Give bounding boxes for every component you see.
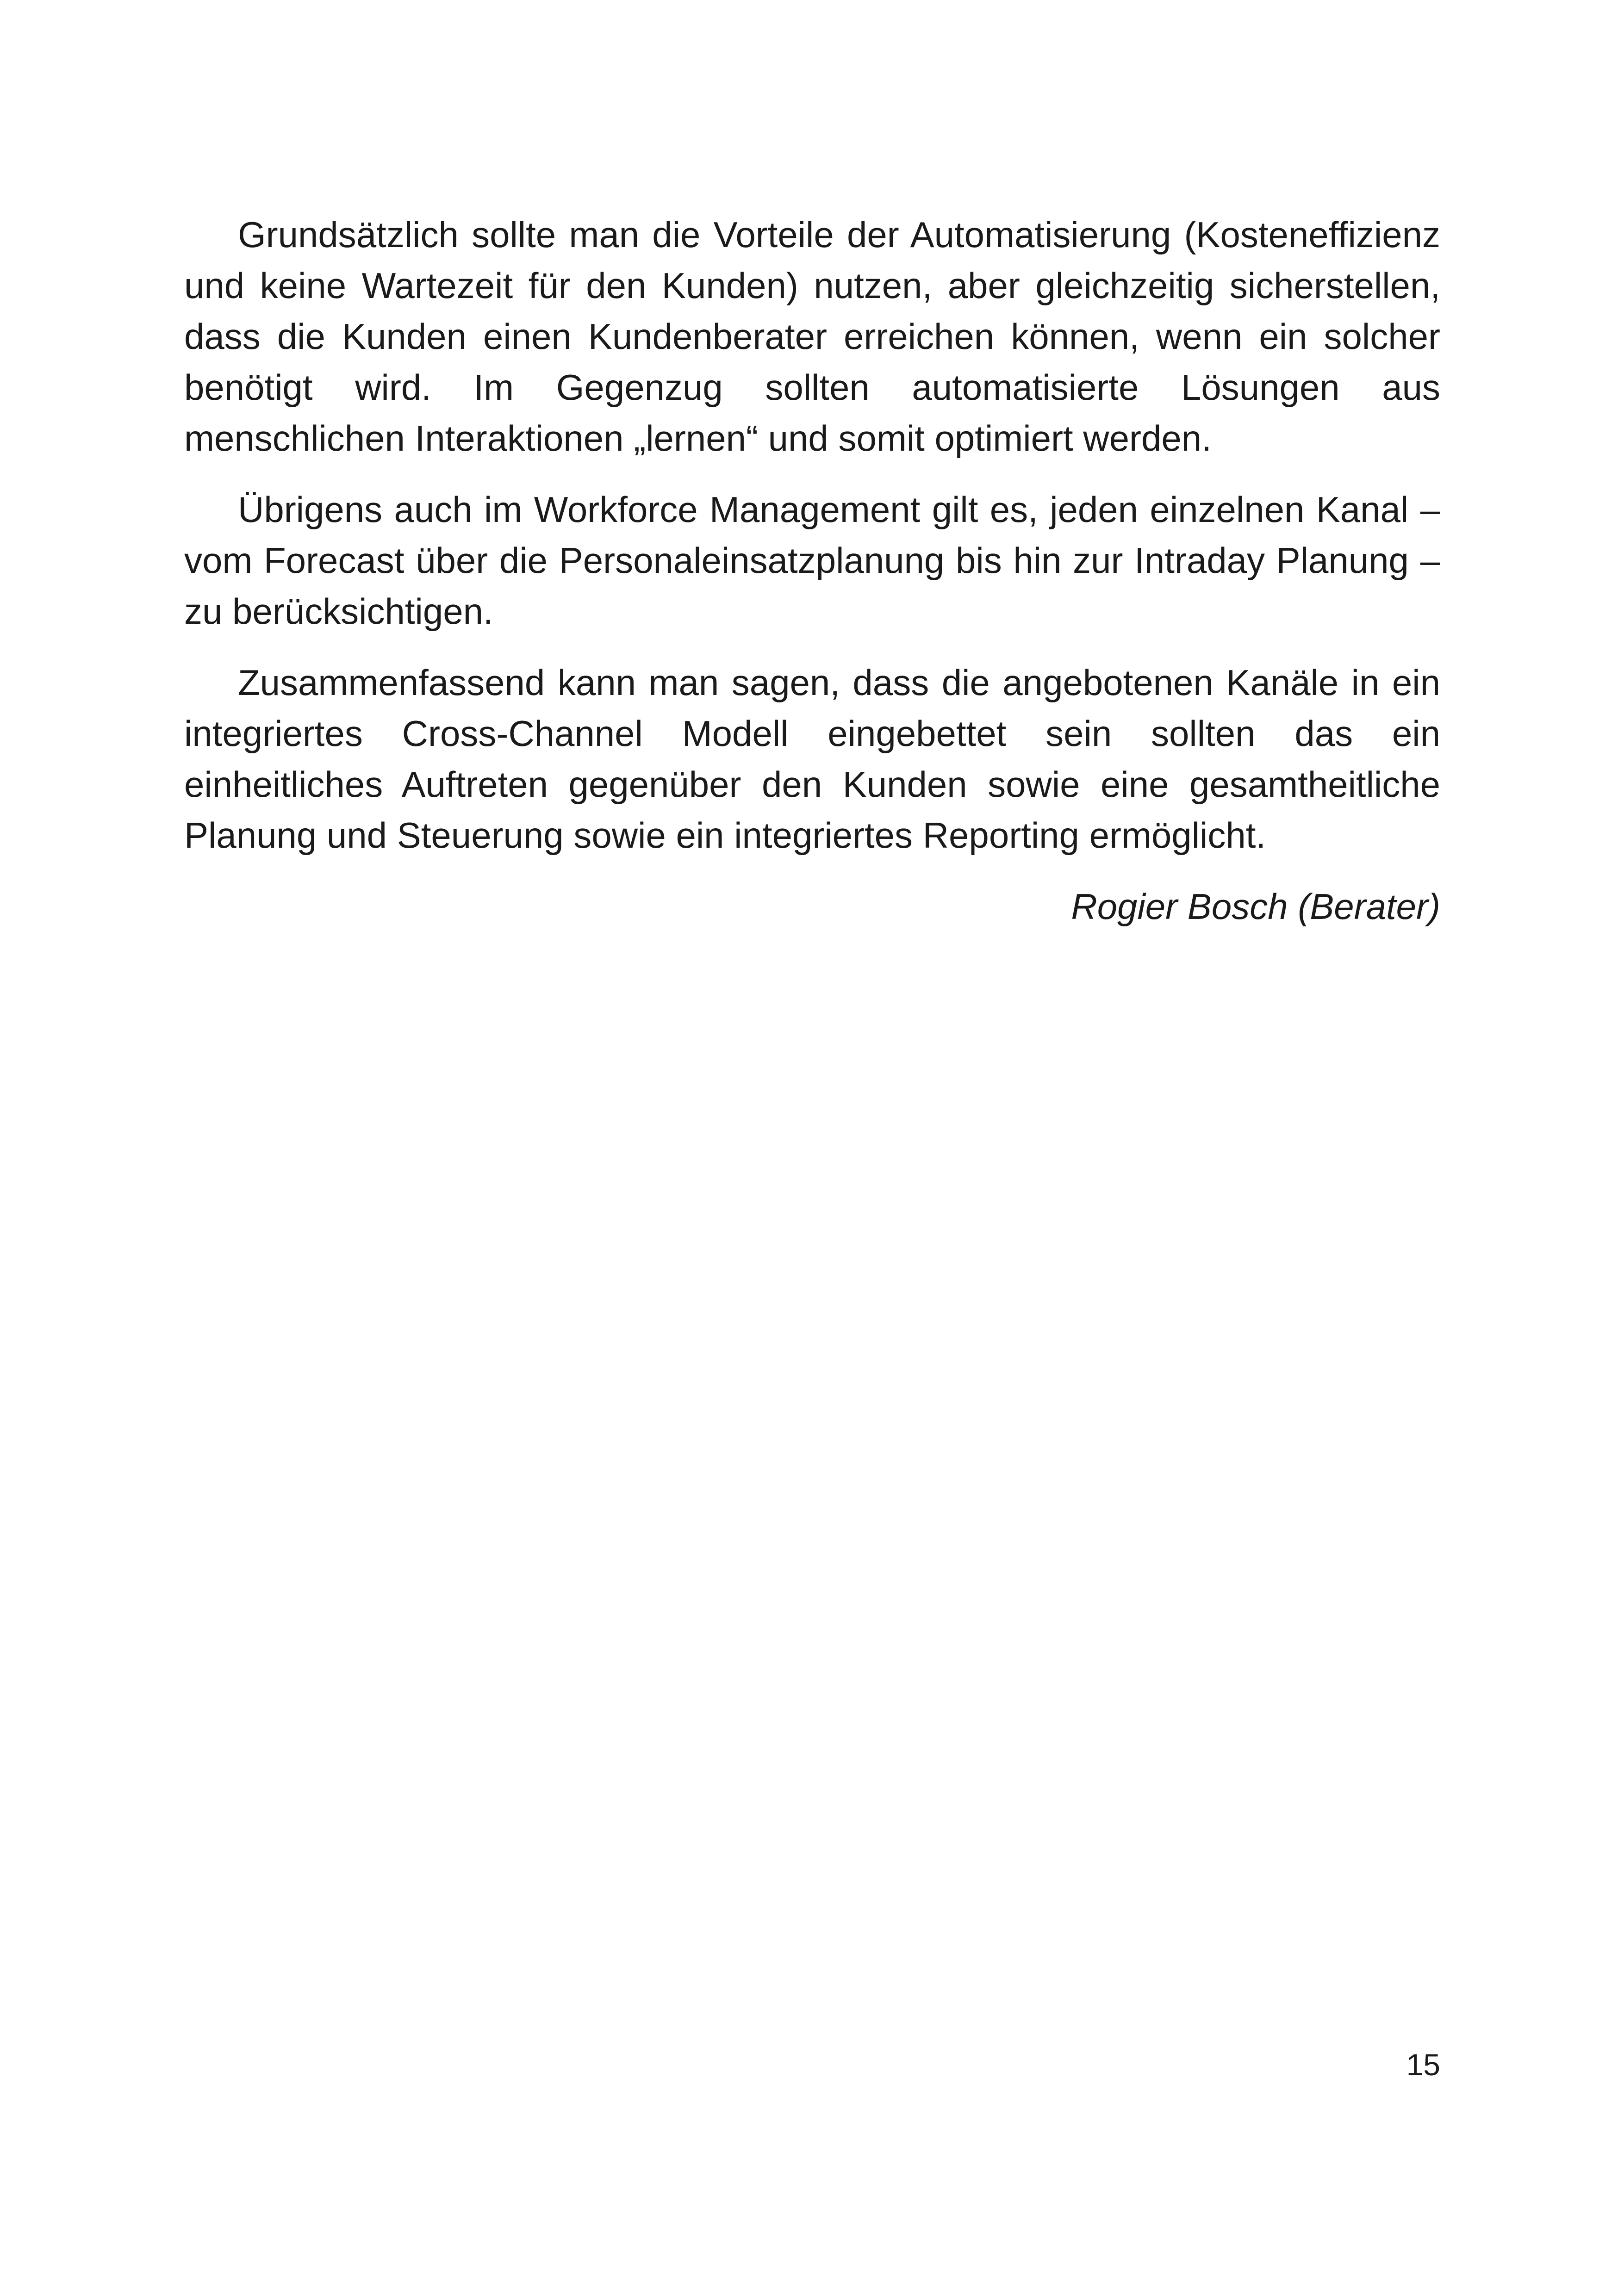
body-text bbox=[184, 209, 1440, 932]
author-signature: Rogier Bosch (Berater) bbox=[1071, 886, 1440, 927]
paragraph-automation: Grundsätzlich sollte man die Vorteile der Automatisierung (Kosteneffizienz und keine Wartezeit für den Kunden) nutzen, aber gleichzeitig sicherstellen, dass die Kunden einen Kundenberater erreichen können, wenn ein solcher benötigt wird. Im Gegenzug sollten automatisierte Lösungen aus menschlichen Interaktionen „lernen“ und somit optimiert werden. bbox=[184, 214, 1440, 459]
paragraph-workforce-management: Übrigens auch im Workforce Management gilt es, jeden einzelnen Kanal – vom Forecast über die Personaleinsatzplanung bis hin zur Intraday Planung – zu berücksichtigen. bbox=[184, 489, 1440, 632]
paragraph-summary: Zusammenfassend kann man sagen, dass die angebotenen Kanäle in ein integriertes Cross-Channel Modell eingebettet sein sollten das ein einheitliches Auftreten gegenüber den Kunden sowie eine gesamtheitliche Planung und Steuerung sowie ein integriertes Reporting ermöglicht. bbox=[184, 662, 1440, 856]
page-number: 15 bbox=[1406, 2048, 1440, 2082]
